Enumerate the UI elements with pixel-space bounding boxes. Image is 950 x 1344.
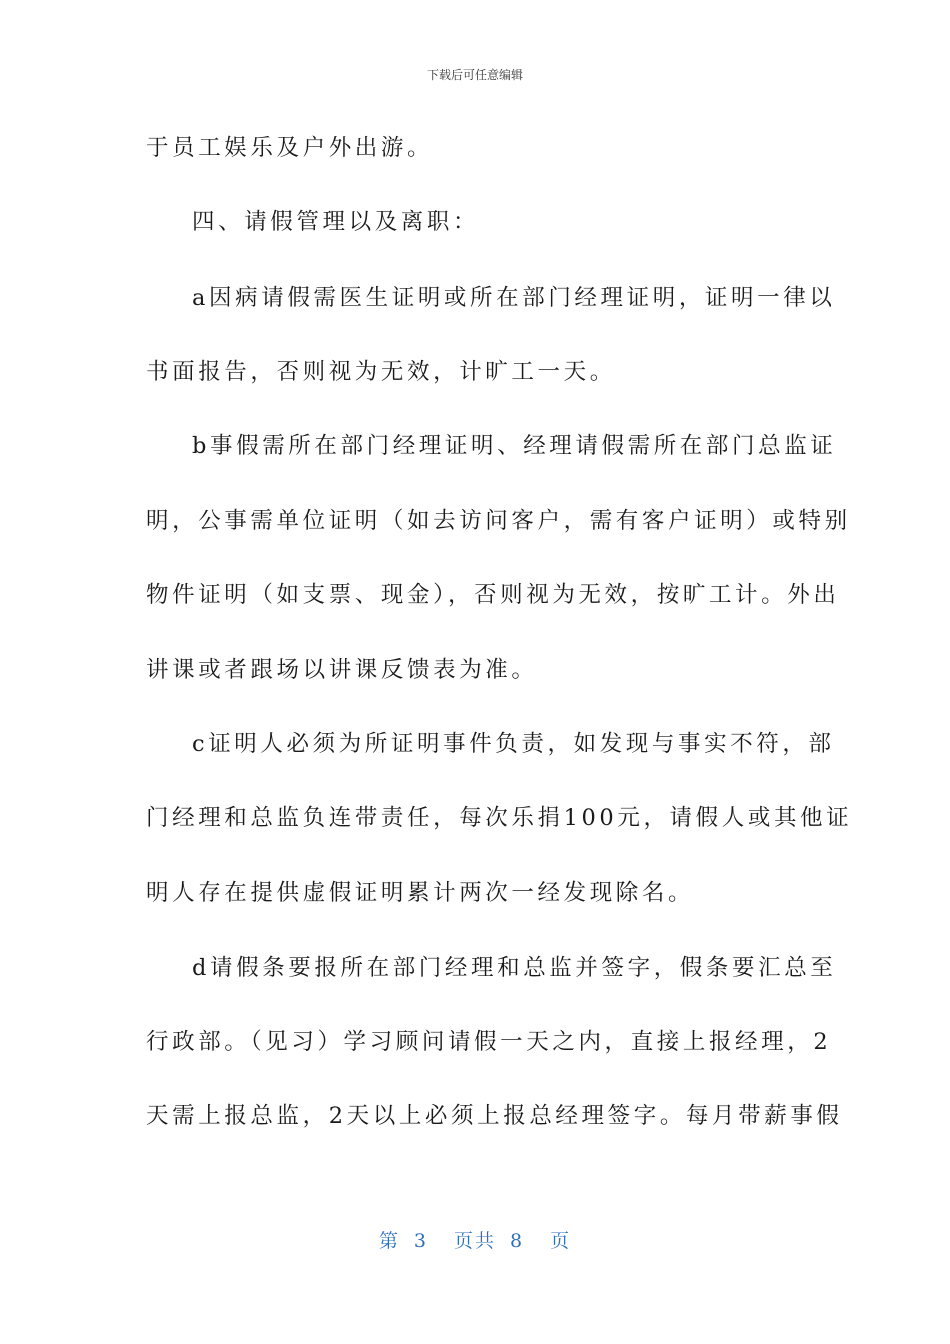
page-header-note: 下载后可任意编辑 [426,68,523,82]
body-line-8: 讲课或者跟场以讲课反馈表为准。 [146,657,538,683]
footer-middle: 页共 [453,1230,496,1252]
body-line-5: b事假需所在部门经理证明、经理请假需所在部门总监证 [192,433,837,459]
body-line-12: d请假条要报所在部门经理和总监并签字，假条要汇总至 [192,955,837,981]
footer-prefix: 第 [378,1230,400,1252]
body-line-1: 于员工娱乐及户外出游。 [146,135,434,161]
body-line-7: 物件证明（如支票、现金），否则视为无效，按旷工计。外出 [146,582,840,608]
body-line-6: 明，公事需单位证明（如去访问客户，需有客户证明）或特别 [146,508,851,534]
body-line-10: 门经理和总监负连带责任，每次乐捐100元，请假人或其他证 [146,805,853,831]
section-heading-leave-management: 四、请假管理以及离职： [192,209,480,235]
body-line-4: 书面报告，否则视为无效，计旷工一天。 [146,359,616,385]
body-line-11: 明人存在提供虚假证明累计两次一经发现除名。 [146,880,695,906]
body-line-3: a因病请假需医生证明或所在部门经理证明，证明一律以 [192,285,836,311]
footer-suffix: 页 [550,1230,572,1252]
body-line-14: 天需上报总监，2天以上必须上报总经理签字。每月带薪事假 [146,1103,843,1129]
body-line-9: c证明人必须为所证明事件负责，如发现与事实不符，部 [192,731,835,757]
footer-total-pages: 8 [510,1230,525,1252]
body-line-13: 行政部。（见习）学习顾问请假一天之内，直接上报经理，2 [146,1029,832,1055]
footer-current-page: 3 [413,1230,428,1252]
page-number-footer [0,1226,950,1253]
